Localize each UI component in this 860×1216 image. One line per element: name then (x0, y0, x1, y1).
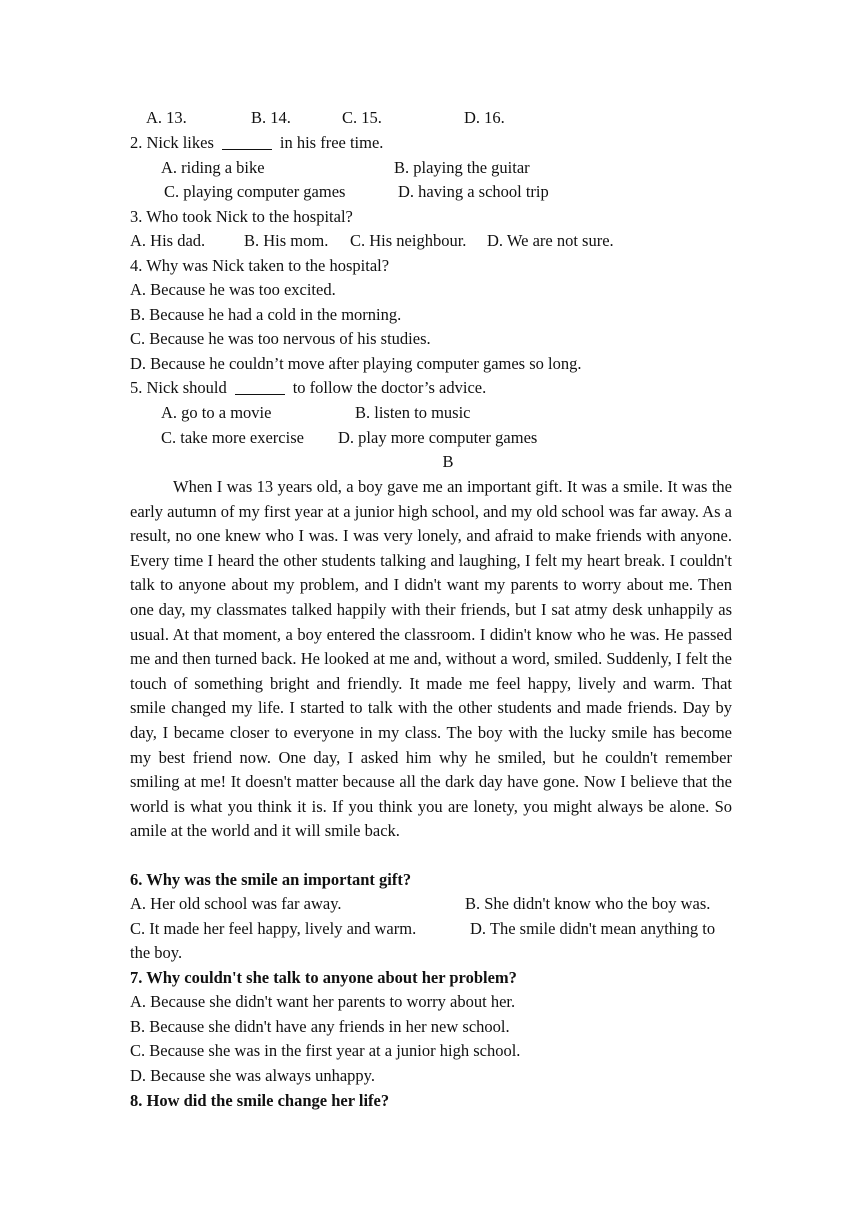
q6-option-d: D. The smile didn't mean anything to (470, 919, 716, 938)
q2-answer-blank (222, 133, 272, 150)
q4-option-d: D. Because he couldn’t move after playing computer games so long. (130, 354, 582, 373)
q5-stem-end: to follow the doctor’s advice. (292, 378, 487, 397)
q1-option-d: D. 16. (464, 108, 505, 127)
q5-option-c: C. take more exercise (161, 428, 304, 447)
q3-option-a: A. His dad. (130, 231, 206, 250)
q3-options (130, 229, 614, 254)
q6-option-b: B. She didn't know who the boy was. (465, 894, 711, 913)
reading-passage-b: When I was 13 years old, a boy gave me an important gift. It was a smile. It was the early autumn of my first year at a junior high school, and my old school was far away. As a result, no one knew who I was. I was very lonely, and afraid to make friends with anyone. Every time I heard the other students talking and laughing, I felt my heart break. I couldn't talk to anyone about my problem, and I didn't want my parents to worry about me. Then one day, my classmates talked happily with their friends, but I sat atmy desk unhappily as usual. At that moment, a boy entered the classroom. I didin't know who he was. He passed me and then turned back. He looked at me and, without a word, smiled. Suddenly, I felt the touch of something bright and friendly. It made me feel happy, lively and warm. That smile changed my life. I started to talk with the other students and made friends. Day by day, I became closer to everyone in my class. The boy with the lucky smile has become my best friend now. One day, I asked him why he smiled, but he couldn't remember smiling at me! It doesn't matter because all the dark day have gone. Now I believe that the world is what you think it is. If you think you are lonety, you might always be alone. So amile at the world and it will smile back. (130, 477, 732, 841)
q3-option-c: C. His neighbour. (350, 231, 467, 250)
q2-stem-start: 2. Nick likes (130, 133, 214, 152)
q2-option-c: C. playing computer games (164, 182, 346, 201)
q3-option-b: B. His mom. (244, 231, 329, 250)
q2-option-a: A. riding a bike (161, 158, 265, 177)
q2-stem (130, 131, 383, 156)
q3-stem: 3. Who took Nick to the hospital? (130, 207, 353, 226)
q7-stem: 7. Why couldn't she talk to anyone about her problem? (130, 968, 517, 987)
q6-stem: 6. Why was the smile an important gift? (130, 870, 412, 889)
q2-option-d: D. having a school trip (398, 182, 549, 201)
q1-option-b: B. 14. (251, 108, 291, 127)
q1-option-a: A. 13. (146, 108, 187, 127)
q7-option-b: B. Because she didn't have any friends in her new school. (130, 1017, 510, 1036)
q2-option-b: B. playing the guitar (394, 158, 530, 177)
q4-option-c: C. Because he was too nervous of his studies. (130, 329, 431, 348)
q6-option-a: A. Her old school was far away. (130, 894, 342, 913)
section-b-heading: B (442, 452, 454, 471)
q6-option-d-continued: the boy. (130, 943, 183, 962)
q5-option-b: B. listen to music (355, 403, 471, 422)
q5-option-d: D. play more computer games (338, 428, 538, 447)
q5-answer-blank (235, 378, 285, 395)
q2-stem-end: in his free time. (279, 133, 384, 152)
q5-stem (130, 376, 486, 401)
q8-stem: 8. How did the smile change her life? (130, 1091, 390, 1110)
q6-option-c: C. It made her feel happy, lively and warm. (130, 919, 417, 938)
q5-stem-start: 5. Nick should (130, 378, 227, 397)
q4-option-b: B. Because he had a cold in the morning. (130, 305, 402, 324)
q7-option-a: A. Because she didn't want her parents to worry about her. (130, 992, 516, 1011)
q3-option-d: D. We are not sure. (487, 231, 614, 250)
q4-stem: 4. Why was Nick taken to the hospital? (130, 256, 390, 275)
q4-option-a: A. Because he was too excited. (130, 280, 336, 299)
q5-option-a: A. go to a movie (161, 403, 272, 422)
q1-option-c: C. 15. (342, 108, 382, 127)
q7-option-d: D. Because she was always unhappy. (130, 1066, 375, 1085)
q7-option-c: C. Because she was in the first year at a junior high school. (130, 1041, 521, 1060)
